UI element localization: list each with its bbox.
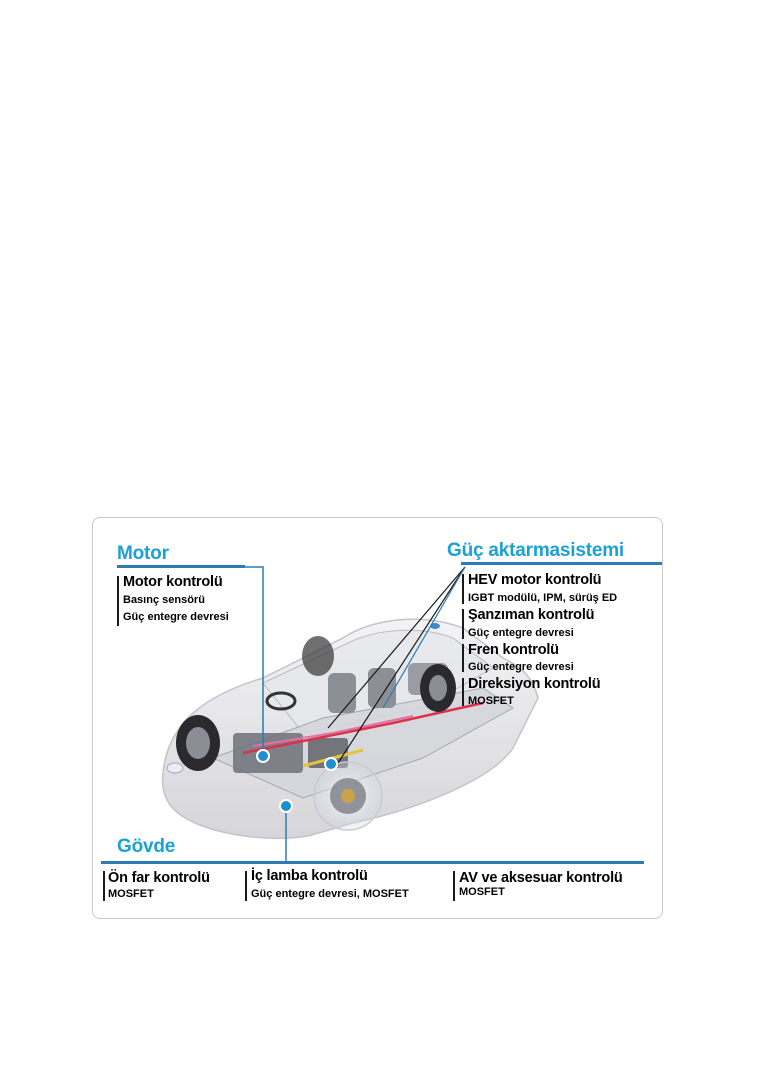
brake-control-title: Fren kontrolü [468, 642, 559, 658]
motor-heading: Motor [117, 543, 169, 564]
transmission-control-title: Şanzıman kontrolü [468, 607, 595, 623]
headlight-control-title: Ön far kontrolü [108, 870, 210, 886]
body-bracket-2 [245, 871, 247, 901]
seat-front-right [368, 668, 396, 708]
powertrain-rule [461, 562, 662, 565]
brake-control-sub: Güç entegre devresi [468, 661, 574, 673]
powertrain-bracket-2 [462, 609, 464, 639]
powertrain-bracket-4 [462, 678, 464, 706]
powertrain-bracket-3 [462, 644, 464, 672]
hev-motor-control-title: HEV motor kontrolü [468, 572, 602, 588]
wheel-rear-left [302, 636, 334, 676]
av-accessory-control-title: AV ve aksesuar kontrolü [459, 870, 623, 886]
powertrain-bracket-1 [462, 574, 464, 604]
motor-rule [117, 565, 245, 568]
headlight-control-sub: MOSFET [108, 888, 154, 900]
motor-bracket [117, 576, 119, 626]
av-accessory-control-sub: MOSFET [459, 886, 505, 898]
motor-control-title: Motor kontrolü [123, 574, 223, 590]
steering-control-sub: MOSFET [468, 695, 514, 707]
motor-control-sub-1: Basınç sensörü [123, 594, 205, 606]
seat-front-left [328, 673, 356, 713]
headlight [167, 763, 183, 773]
motor-control-sub-2: Güç entegre devresi [123, 611, 229, 623]
automotive-semiconductor-diagram [92, 517, 663, 919]
taillight [430, 623, 440, 629]
body-bracket-1 [103, 871, 105, 901]
body-heading: Gövde [117, 836, 176, 857]
powertrain-heading: Güç aktarmasistemi [447, 540, 624, 561]
hev-motor-control-sub: IGBT modülü, IPM, sürüş ED [468, 592, 618, 604]
steering-control-title: Direksiyon kontrolü [468, 676, 601, 692]
interior-lamp-control-title: İç lamba kontrolü [251, 868, 368, 884]
body-rule [101, 861, 644, 864]
body-bracket-3 [453, 871, 455, 901]
interior-lamp-control-sub: Güç entegre devresi, MOSFET [251, 888, 409, 900]
transmission-control-sub: Güç entegre devresi [468, 627, 574, 639]
